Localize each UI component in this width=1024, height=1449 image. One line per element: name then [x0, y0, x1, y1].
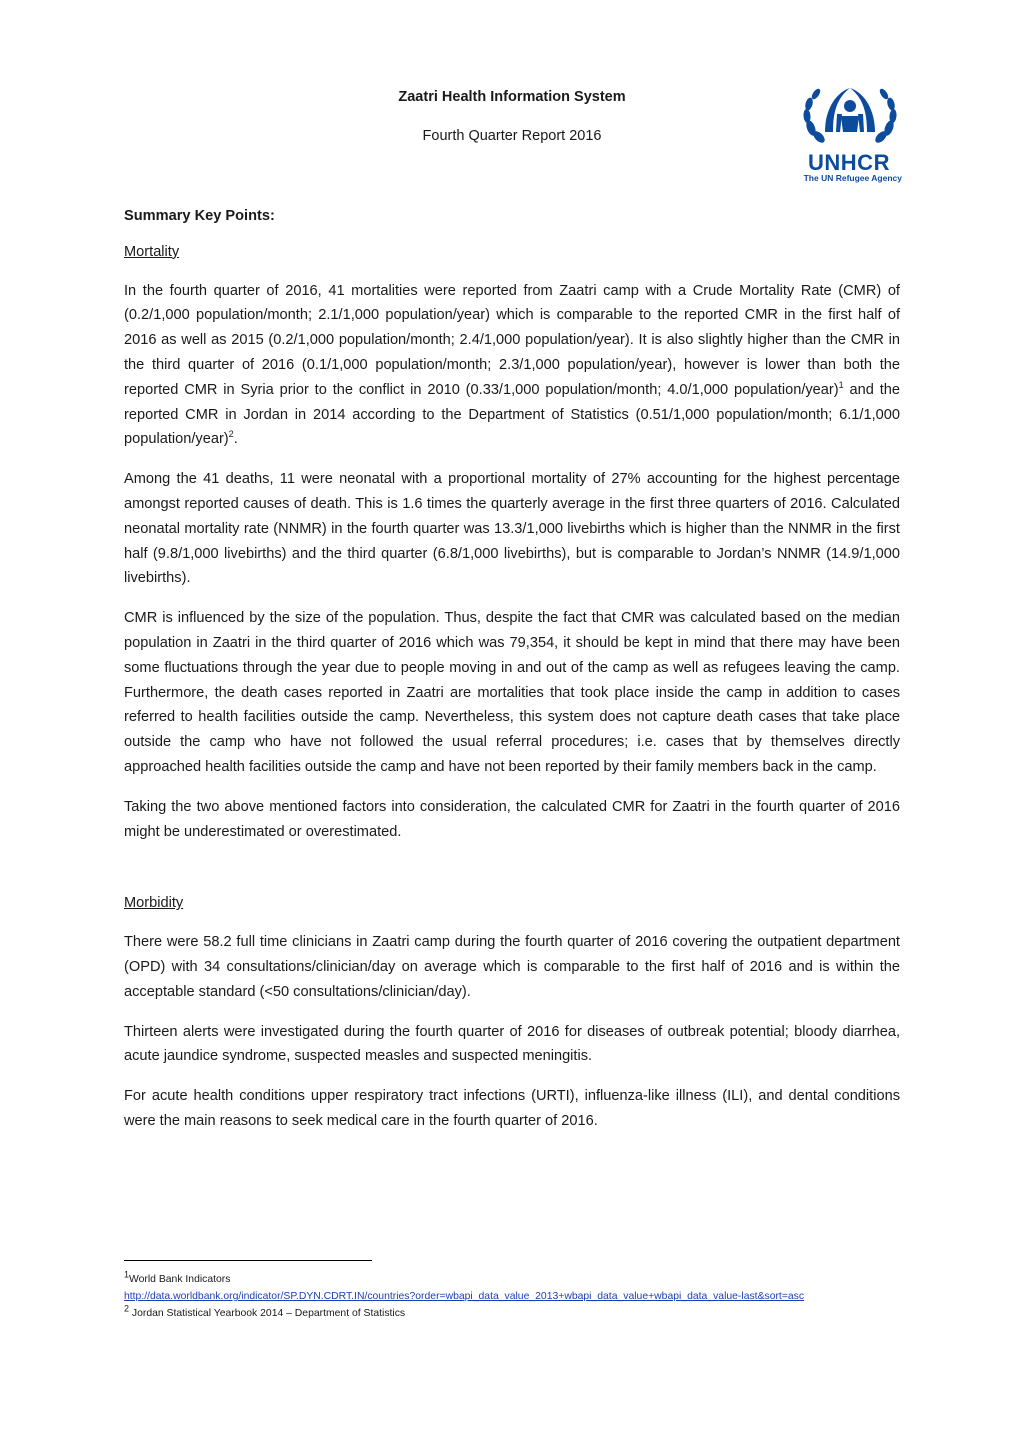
mortality-paragraph-2: Among the 41 deaths, 11 were neonatal with a proportional mortality of 27% accounting for the highest percentage amongst reported causes of death. This is 1.6 times the quarterly average in the first three quarters of 2016. Calculated neonatal mortality rate (NNMR) in the fourth quarter was 13.3/1,000 livebirths which is higher than the NNMR in the first half (9.8/1,000 livebirths) and the third quarter (6.8/1,000 livebirths), but is comparable to Jordan’s NNMR (14.9/1,000 livebirths).: [124, 471, 900, 587]
summary-heading: Summary Key Points:: [124, 208, 275, 224]
report-subtitle: Fourth Quarter Report 2016: [422, 128, 602, 144]
footnote-2: $^2$ Jordan Statistical Yearbook 2014 – Department of Statistics: [124, 1303, 406, 1319]
unhcr-logo-tagline: The UN Refugee Agency: [803, 173, 902, 183]
morbidity-paragraph-2: Thirteen alerts were investigated during the fourth quarter of 2016 for diseases of outbreak potential; bloody diarrhea, acute jaundice syndrome, suspected measles and suspected meningitis.: [124, 1023, 900, 1065]
unhcr-logo-wordmark: UNHCR: [808, 150, 890, 175]
footnote-1-link[interactable]: http://data.worldbank.org/indicator/SP.DYN.CDRT.IN/countries?order=wbapi_data_value_2013+wbapi_data_value+wbapi_data_value-last&sort=asc: [124, 1291, 805, 1302]
footnote-ref-1[interactable]: 1: [838, 379, 844, 390]
report-body: [124, 204, 900, 1149]
morbidity-paragraph-3: For acute health conditions upper respiratory tract infections (URTI), influenza-like illness (ILI), and dental conditions were the main reasons to seek medical care in the fourth quarter of 2016.: [124, 1088, 900, 1129]
footnote-separator: [124, 1260, 372, 1261]
footnote-ref-2[interactable]: 2: [228, 429, 234, 440]
report-title: Zaatri Health Information System: [398, 89, 626, 105]
mortality-paragraph-1: In the fourth quarter of 2016, 41 mortalities were reported from Zaatri camp with a Crude Mortality Rate (CMR) of (0.2/1,000 population/month; 2.1/1,000 population/year) which is comparable to the reported CMR in the first half of 2016 as well as 2015 (0.2/1,000 population/month; 2.4/1,000 population/year). It is also slightly higher than the CMR in the third quarter of 2016 (0.1/1,000 population/month; 2.3/1,000 population/year), however is lower than both the reported CMR in Syria prior to the conflict in 2010 (0.33/1,000 population/month; 4.0/1,000 population/year)$^1$ and the reported CMR in Jordan in 2014 according to the Department of Statistics (0.51/1,000 population/month; 6.1/1,000 population/year)$^2$.: [124, 282, 901, 448]
mortality-paragraph-3: CMR is influenced by the size of the population. Thus, despite the fact that CMR was calculated based on the median population in Zaatri in the third quarter of 2016 which was 79,354, it should be kept in mind that there may have been some fluctuations through the year due to people moving in and out of the camp as well as refugees leaving the camp. Furthermore, the death cases reported in Zaatri are mortalities that took place inside the camp in addition to cases referred to health facilities outside the camp. Nevertheless, this system does not capture death cases that take place outside the camp who have not followed the usual referral procedures; i.e. cases that by themselves directly approached health facilities outside the camp and have not been reported by their family members back in the camp.: [124, 610, 900, 775]
morbidity-heading: Morbidity: [124, 895, 184, 912]
footnote-1: $^1$World Bank Indicators: [124, 1269, 231, 1285]
morbidity-paragraph-1: There were 58.2 full time clinicians in Zaatri camp during the fourth quarter of 2016 covering the outpatient department (OPD) with 34 consultations/clinician/day on average which is comparable to the first half of 2016 and is within the acceptable standard (<50 consultations/clinician/day).: [124, 934, 900, 1000]
section-spacer: [124, 859, 900, 891]
footnotes: [124, 1271, 900, 1322]
mortality-heading: Mortality: [124, 243, 180, 260]
mortality-paragraph-4: Taking the two above mentioned factors into consideration, the calculated CMR for Zaatri in the fourth quarter of 2016 might be underestimated or overestimated.: [124, 798, 900, 840]
